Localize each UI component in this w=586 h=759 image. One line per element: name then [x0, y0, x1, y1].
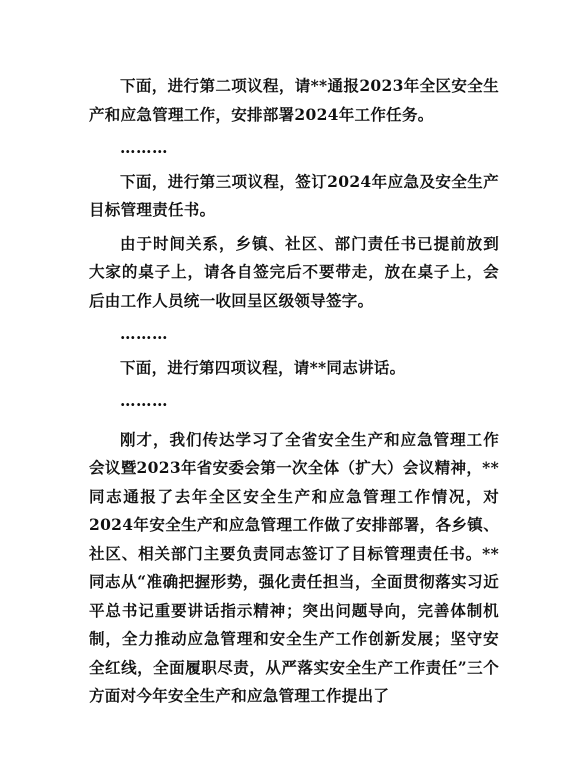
document-body: [89, 72, 499, 711]
ellipsis-separator: ………: [120, 324, 168, 343]
paragraph-agenda-two: 下面，进行第二项议程，请**通报2023年全区安全生产和应急管理工作，安排部署2024年工作任务。: [89, 76, 499, 124]
paragraph-summary: 刚才，我们传达学习了全省安全生产和应急管理工作会议暨2023年省安委会第一次全体（扩大）会议精神，**同志通报了去年全区安全生产和应急管理工作情况，对2024年安全生产和应急管理工作做了安排部署，各乡镇、社区、相关部门主要负责同志签订了目标管理责任书。**同志从“准确把握形势，强化责任担当，全面贯彻落实习近平总书记重要讲话指示精神；突出问题导向，完善体制机制，全力推动应急管理和安全生产工作创新发展；坚守安全红线，全面履职尽责，从严落实安全生产工作责任”三个方面对今年安全生产和应急管理工作提出了: [89, 429, 499, 705]
paragraph-agenda-four: 下面，进行第四项议程，请**同志讲话。: [120, 357, 406, 377]
paragraph-agenda-three: 下面，进行第三项议程，签订2024年应急及安全生产目标管理责任书。: [89, 171, 499, 219]
ellipsis-separator: ………: [120, 138, 168, 157]
paragraph-responsibility-letters: 由于时间关系，乡镇、社区、部门责任书已提前放到大家的桌子上，请各自签完后不要带走，放在桌子上，会后由工作人员统一收回呈区级领导签字。: [89, 233, 499, 310]
ellipsis-separator: ………: [120, 391, 168, 410]
